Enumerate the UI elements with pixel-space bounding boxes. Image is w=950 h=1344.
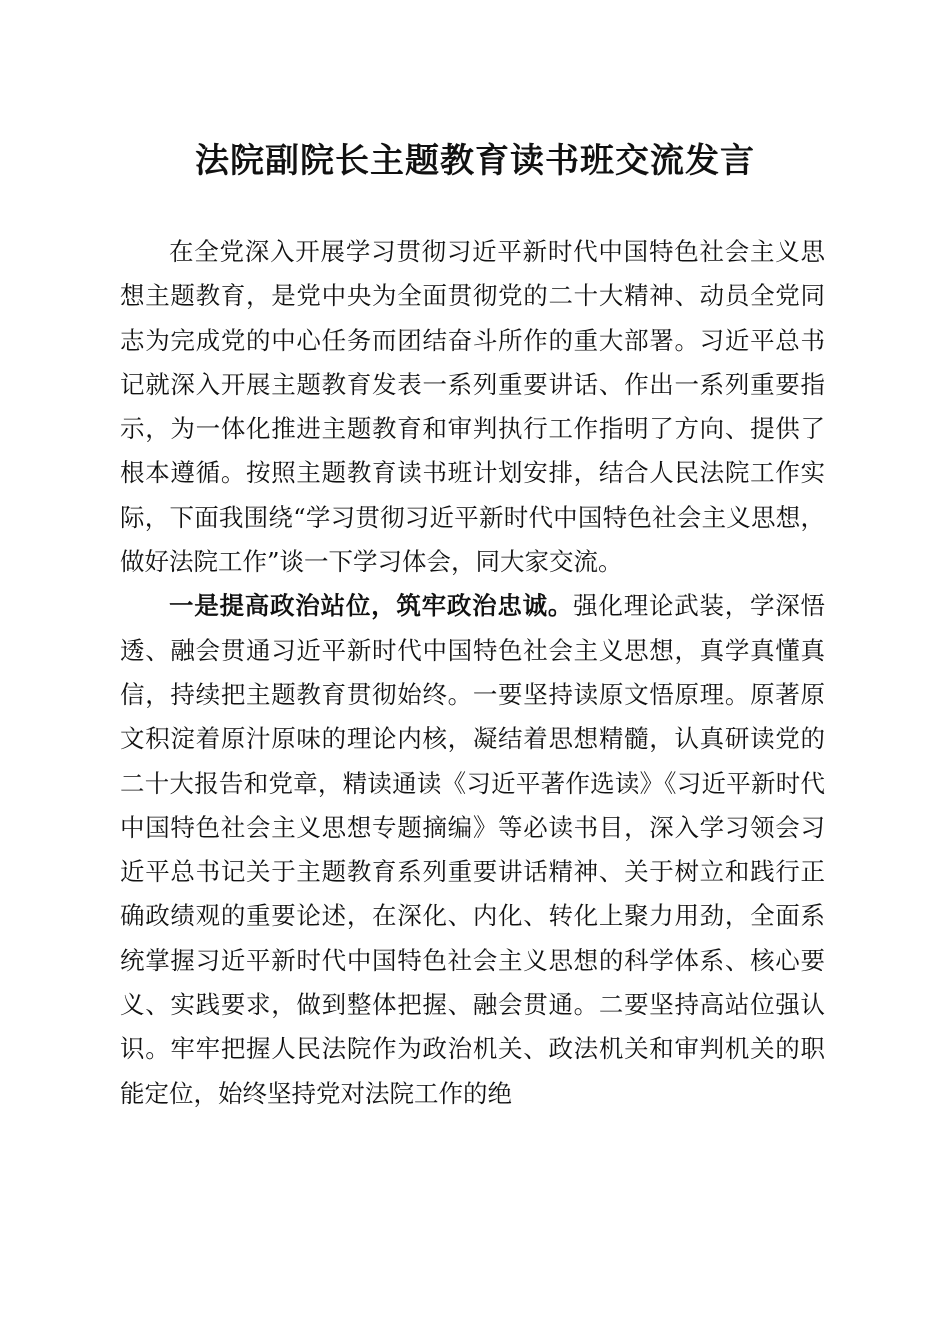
document-title: 法院副院长主题教育读书班交流发言 [195,141,755,181]
document-body [120,230,825,1116]
paragraph-lead-heading: 一是提高政治站位，筑牢政治忠诚。 [169,591,574,621]
paragraph-point-one-text: 强化理论武装，学深悟透、融会贯通习近平新时代中国特色社会主义思想，真学真懂真信，持续把主题教育贯彻始终。一要坚持读原文悟原理。原著原文积淀着原汁原味的理论内核，凝结着思想精髓，认真研读党的二十大报告和党章，精读通读《习近平著作选读》《习近平新时代中国特色社会主义思想专题摘编》等必读书目，深入学习领会习近平总书记关于主题教育系列重要讲话精神、关于树立和践行正确政绩观的重要论述，在深化、内化、转化上聚力用劲，全面系统掌握习近平新时代中国特色社会主义思想的科学体系、核心要义、实践要求，做到整体把握、融会贯通。二要坚持高站位强认识。牢牢把握人民法院作为政治机关、政法机关和审判机关的职能定位，始终坚持党对法院工作的绝 [120,591,826,1108]
paragraph-point-one [120,584,825,1116]
paragraph-intro: 在全党深入开展学习贯彻习近平新时代中国特色社会主义思想主题教育，是党中央为全面贯彻党的二十大精神、动员全党同志为完成党的中心任务而团结奋斗所作的重大部署。习近平总书记就深入开展主题教育发表一系列重要讲话、作出一系列重要指示，为一体化推进主题教育和审判执行工作指明了方向、提供了根本遵循。按照主题教育读书班计划安排，结合人民法院工作实际，下面我围绕“学习贯彻习近平新时代中国特色社会主义思想，做好法院工作”谈一下学习体会，同大家交流。 [120,237,825,577]
